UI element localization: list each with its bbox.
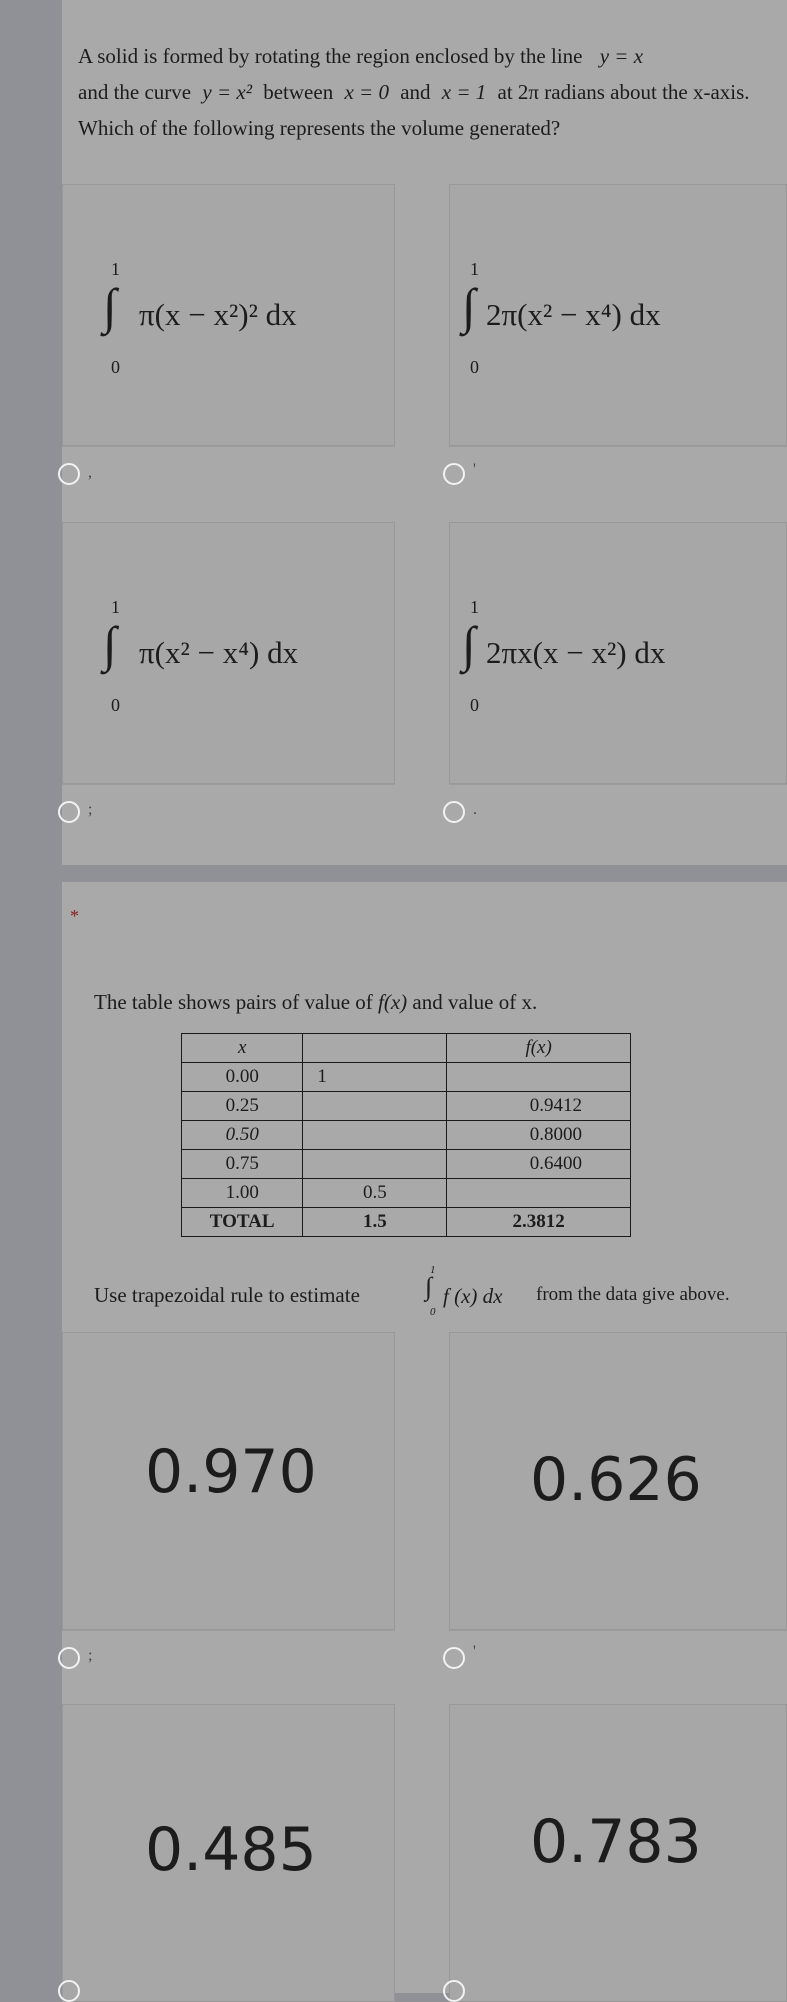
integral-lower-limit: 0 (111, 695, 120, 715)
table-total-row (182, 1208, 631, 1237)
table-cell (447, 1179, 631, 1208)
option-radio-d[interactable] (443, 1980, 465, 2002)
table-cell: 0.8000 (447, 1121, 631, 1150)
option-label-a: ; (88, 1647, 93, 1664)
required-mark: * (70, 906, 79, 926)
option-label-b: ' (473, 1643, 476, 1660)
integrand: π(x − x²)² dx (139, 297, 297, 332)
question-text: A solid is formed by rotating the region enclosed by the line (78, 44, 583, 68)
question-text: and value of x. (412, 990, 538, 1014)
question-text: from the data give above. (536, 1284, 730, 1305)
table-row (182, 1063, 631, 1092)
table-cell: 0.00 (182, 1063, 303, 1092)
option-value: 0.485 (145, 1815, 317, 1885)
table-cell: 0.6400 (447, 1150, 631, 1179)
table-cell: TOTAL (182, 1208, 303, 1237)
question-text: and (400, 80, 431, 104)
math-expression: x = 1 (441, 80, 487, 104)
table-cell: 1 (303, 1063, 447, 1092)
integral-sign: ∫ (462, 616, 476, 672)
option-radio-b[interactable] (443, 463, 465, 485)
trapezoidal-instruction (94, 1283, 360, 1307)
instruction-integral (425, 1264, 525, 1324)
integral-lower-limit: 0 (470, 357, 479, 377)
question-line-2 (78, 80, 750, 104)
question-line-1 (78, 44, 643, 68)
math-expression: y = x² (202, 80, 252, 104)
question-text: Use trapezoidal rule to estimate (94, 1283, 360, 1307)
table-cell: 2.3812 (447, 1208, 631, 1237)
option-image-d[interactable] (449, 1704, 787, 2002)
integral-sign: ∫ (103, 616, 117, 672)
table-cell: 0.25 (182, 1092, 303, 1121)
table-header-row (182, 1034, 631, 1063)
table-row (182, 1150, 631, 1179)
option-image-a[interactable] (62, 184, 395, 446)
integral-sign: ∫ (462, 278, 476, 334)
integral-sign: ∫ (103, 278, 117, 334)
question-line-3: Which of the following represents the volume generated? (78, 116, 561, 140)
option-label-b: ' (473, 461, 476, 478)
table-cell: 0.50 (182, 1121, 303, 1150)
integral-upper-limit: 1 (430, 1264, 436, 1276)
integral-lower-limit: 0 (430, 1306, 436, 1318)
option-radio-a[interactable] (58, 1647, 80, 1669)
math-expression: f(x) (378, 990, 408, 1014)
table-cell (303, 1121, 447, 1150)
data-table (181, 1033, 631, 1237)
option-image-c[interactable] (62, 522, 395, 784)
option-value: 0.970 (145, 1437, 317, 1507)
option-value: 0.783 (530, 1807, 702, 1877)
option-radio-c[interactable] (58, 1980, 80, 2002)
option-image-b[interactable] (449, 184, 787, 446)
table-intro-text (94, 990, 537, 1014)
table-row (182, 1179, 631, 1208)
option-radio-a[interactable] (58, 463, 80, 485)
option-value: 0.626 (530, 1445, 702, 1515)
question-text: at 2π radians about the x-axis. (497, 80, 750, 104)
integral-upper-limit: 1 (111, 259, 120, 279)
integrand: 2π(x² − x⁴) dx (486, 297, 661, 332)
option-image-c[interactable] (62, 1704, 395, 2002)
integrand: 2πx(x − x²) dx (486, 635, 666, 670)
table-cell: 0.9412 (447, 1092, 631, 1121)
integral-sign: ∫ (425, 1272, 433, 1301)
table-cell (303, 1092, 447, 1121)
integral-lower-limit: 0 (111, 357, 120, 377)
integral-upper-limit: 1 (470, 259, 479, 279)
integrand: π(x² − x⁴) dx (139, 635, 299, 670)
table-cell: 0.75 (182, 1150, 303, 1179)
integrand: f (x) dx (443, 1284, 503, 1308)
option-radio-c[interactable] (58, 801, 80, 823)
table-row (182, 1092, 631, 1121)
table-header-cell: f(x) (447, 1034, 631, 1063)
integral-upper-limit: 1 (111, 597, 120, 617)
table-cell: 1.00 (182, 1179, 303, 1208)
question-text: The table shows pairs of value of (94, 990, 373, 1014)
table-cell: 1.5 (303, 1208, 447, 1237)
option-label-a: , (88, 464, 92, 481)
option-label-d: . (473, 801, 477, 818)
table-header-cell: x (182, 1034, 303, 1063)
table-header-cell (303, 1034, 447, 1063)
question-text: and the curve (78, 80, 192, 104)
option-image-b[interactable] (449, 1332, 787, 1630)
integral-lower-limit: 0 (470, 695, 479, 715)
option-radio-b[interactable] (443, 1647, 465, 1669)
option-image-d[interactable] (449, 522, 787, 784)
table-cell (447, 1063, 631, 1092)
table-row (182, 1121, 631, 1150)
question-text: between (263, 80, 334, 104)
option-radio-d[interactable] (443, 801, 465, 823)
option-image-a[interactable] (62, 1332, 395, 1630)
integral-upper-limit: 1 (470, 597, 479, 617)
table-cell: 0.5 (303, 1179, 447, 1208)
table-cell (303, 1150, 447, 1179)
option-label-c: ; (88, 801, 93, 818)
question-card-1 (62, 0, 787, 865)
math-expression: x = 0 (344, 80, 389, 104)
math-expression: y = x (599, 44, 644, 68)
